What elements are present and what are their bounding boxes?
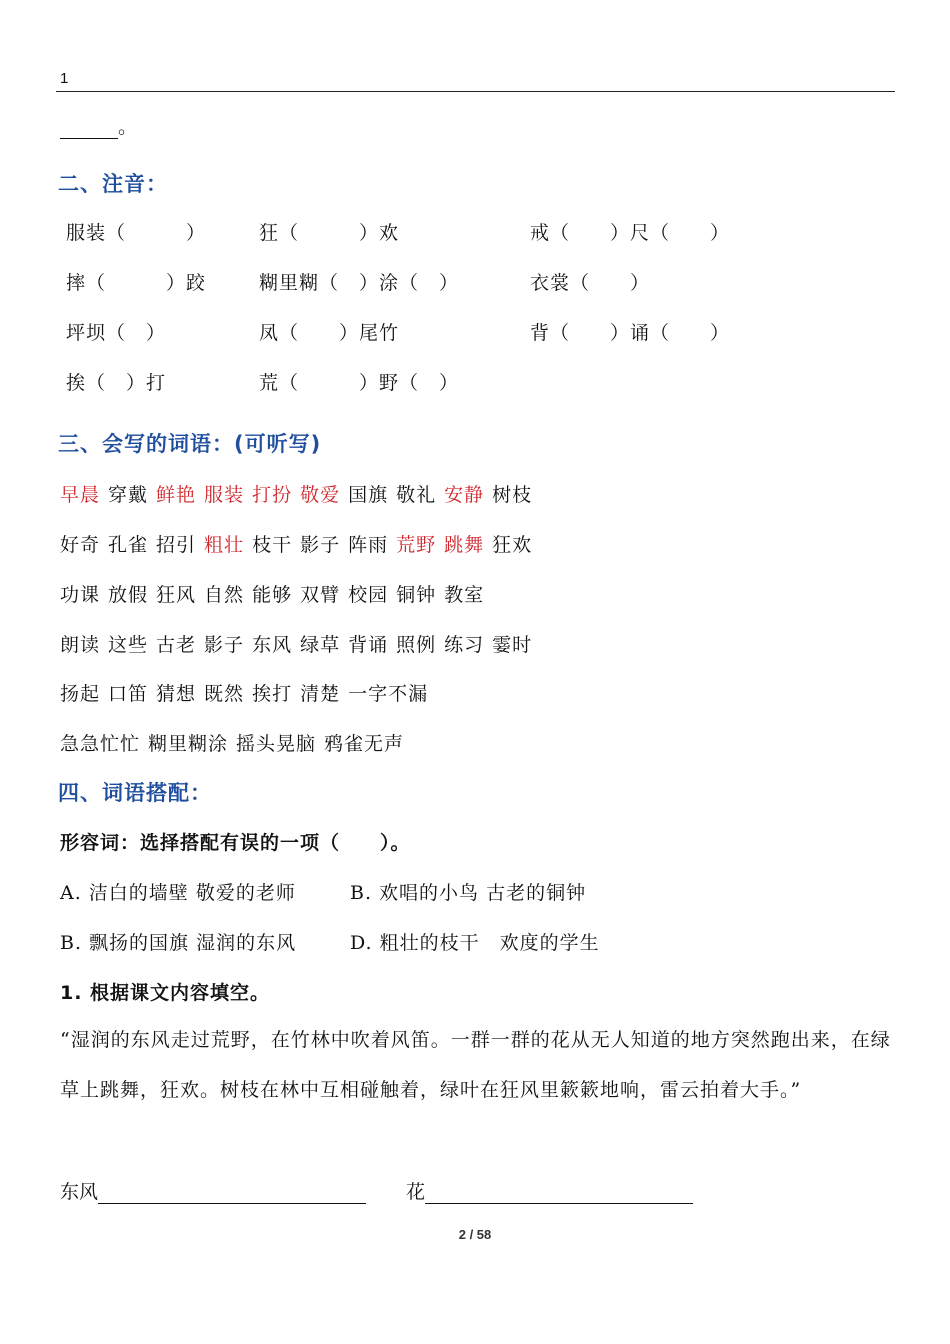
word-item: 口笛 bbox=[108, 683, 149, 705]
word-item: 放假 bbox=[108, 584, 149, 606]
page-indicator: 2 / 58 bbox=[458, 1227, 492, 1242]
word-item: 国旗 bbox=[348, 484, 389, 506]
fill-task-title: 1. 根据课文内容填空。 bbox=[60, 982, 271, 1004]
word-item: 霎时 bbox=[492, 634, 533, 656]
word-item: 糊里糊涂 bbox=[148, 733, 229, 755]
word-item: 急急忙忙 bbox=[60, 733, 141, 755]
word-item: 影子 bbox=[300, 534, 341, 556]
word-row bbox=[60, 630, 540, 657]
word-item: 树枝 bbox=[492, 484, 533, 506]
pinyin-item: 挨（ ）打 bbox=[66, 372, 167, 394]
word-item: 古老 bbox=[156, 634, 197, 656]
option-item: B. 欢唱的小鸟 古老的铜钟 bbox=[350, 882, 587, 904]
word-item: 清楚 bbox=[300, 683, 341, 705]
word-row bbox=[60, 530, 540, 557]
pinyin-item: 凤（ ）尾竹 bbox=[259, 322, 400, 344]
word-item: 铜钟 bbox=[396, 584, 437, 606]
fill-blank-1-label: 东风 bbox=[60, 1181, 99, 1203]
passage-text: “湿润的东风走过荒野，在竹林中吹着风笛。一群一群的花从无人知道的地方突然跑出来，在绿草上跳舞，狂欢。树枝在林中互相碰触着，绿叶在狂风里簌簌地响，雷云拍着大手。” bbox=[60, 1029, 891, 1101]
blank-line bbox=[98, 1181, 366, 1204]
pinyin-item: 狂（ ）欢 bbox=[259, 222, 400, 244]
word-item: 教室 bbox=[444, 584, 485, 606]
word-item: 既然 bbox=[204, 683, 245, 705]
word-item: 阵雨 bbox=[348, 534, 389, 556]
word-item: 早晨 bbox=[60, 484, 101, 506]
pinyin-item: 糊里糊（ ）涂（ ） bbox=[259, 272, 460, 294]
word-item: 敬礼 bbox=[396, 484, 437, 506]
word-item: 功课 bbox=[60, 584, 101, 606]
option-item: D. 粗壮的枝干 欢度的学生 bbox=[350, 932, 600, 954]
word-item: 敬爱 bbox=[300, 484, 341, 506]
word-item: 一字不漏 bbox=[348, 683, 429, 705]
word-row bbox=[60, 480, 540, 507]
section-4-title: 四、词语搭配： bbox=[58, 781, 212, 805]
word-item: 穿戴 bbox=[108, 484, 149, 506]
blank-line bbox=[60, 118, 118, 139]
fill-blank-2-label: 花 bbox=[406, 1181, 426, 1203]
word-item: 跳舞 bbox=[444, 534, 485, 556]
word-item: 挨打 bbox=[252, 683, 293, 705]
word-row bbox=[60, 679, 436, 706]
word-item: 枝干 bbox=[252, 534, 293, 556]
section-2-title: 二、注音： bbox=[58, 172, 168, 196]
word-item: 猜想 bbox=[156, 683, 197, 705]
word-item: 绿草 bbox=[300, 634, 341, 656]
pinyin-item: 背（ ）诵（ ） bbox=[530, 322, 731, 344]
matching-question: 形容词：选择搭配有误的一项（ ）。 bbox=[60, 832, 411, 854]
word-item: 招引 bbox=[156, 534, 197, 556]
word-item: 粗壮 bbox=[204, 534, 245, 556]
option-item: B. 飘扬的国旗 湿润的东风 bbox=[60, 932, 297, 954]
word-row bbox=[60, 580, 492, 607]
word-item: 能够 bbox=[252, 584, 293, 606]
word-item: 服装 bbox=[204, 484, 245, 506]
word-item: 校园 bbox=[348, 584, 389, 606]
pinyin-item: 衣裳（ ） bbox=[530, 272, 651, 294]
header-divider bbox=[56, 91, 895, 92]
word-item: 练习 bbox=[444, 634, 485, 656]
pinyin-item: 服装（ ） bbox=[66, 222, 207, 244]
word-item: 好奇 bbox=[60, 534, 101, 556]
word-item: 自然 bbox=[204, 584, 245, 606]
blank-line bbox=[425, 1181, 693, 1204]
word-item: 狂欢 bbox=[492, 534, 533, 556]
word-item: 照例 bbox=[396, 634, 437, 656]
word-item: 鲜艳 bbox=[156, 484, 197, 506]
word-item: 摇头晃脑 bbox=[236, 733, 317, 755]
pinyin-item: 荒（ ）野（ ） bbox=[259, 372, 460, 394]
intro-blank bbox=[60, 112, 137, 139]
pinyin-item: 戒（ ）尺（ ） bbox=[530, 222, 731, 244]
option-item: A. 洁白的墙壁 敬爱的老师 bbox=[60, 882, 296, 904]
word-item: 这些 bbox=[108, 634, 149, 656]
word-item: 朗读 bbox=[60, 634, 101, 656]
word-item: 影子 bbox=[204, 634, 245, 656]
word-item: 扬起 bbox=[60, 683, 101, 705]
word-row bbox=[60, 729, 412, 756]
word-item: 鸦雀无声 bbox=[324, 733, 405, 755]
word-item: 背诵 bbox=[348, 634, 389, 656]
word-item: 双臂 bbox=[300, 584, 341, 606]
section-3-title: 三、会写的词语：(可听写) bbox=[58, 432, 322, 456]
intro-blank-suffix: 。 bbox=[118, 116, 138, 138]
word-item: 打扮 bbox=[252, 484, 293, 506]
fill-blank-1 bbox=[60, 1177, 366, 1204]
word-item: 狂风 bbox=[156, 584, 197, 606]
word-item: 孔雀 bbox=[108, 534, 149, 556]
pinyin-item: 摔（ ）跤 bbox=[66, 272, 207, 294]
pinyin-item: 坪坝（ ） bbox=[66, 322, 167, 344]
word-item: 荒野 bbox=[396, 534, 437, 556]
word-item: 东风 bbox=[252, 634, 293, 656]
fill-blank-2 bbox=[406, 1177, 693, 1204]
header-page-number: 1 bbox=[60, 70, 69, 87]
word-item: 安静 bbox=[444, 484, 485, 506]
